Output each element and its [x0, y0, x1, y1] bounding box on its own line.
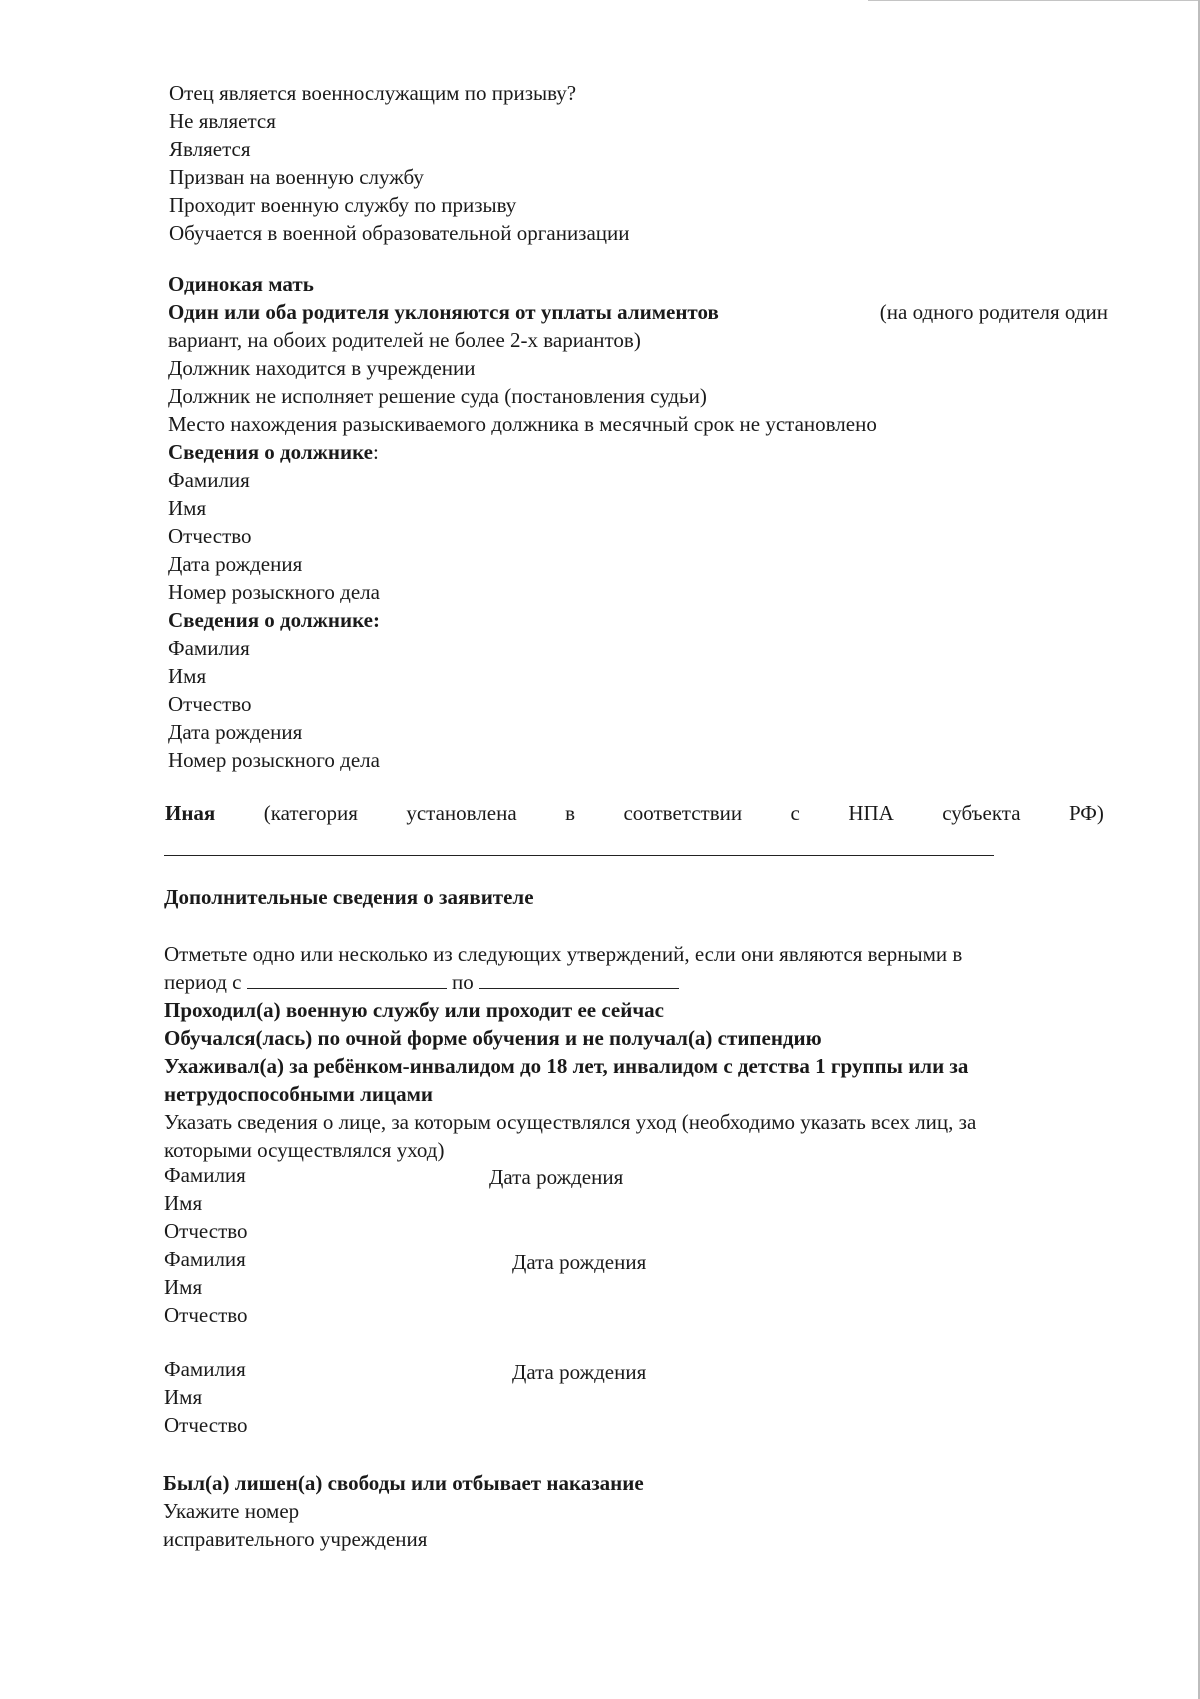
- alimony-option: Должник не исполняет решение суда (постановления судьи): [168, 384, 707, 408]
- person-patronymic: Отчество: [164, 1413, 248, 1437]
- statement-care-line1: Ухаживал(а) за ребёнком-инвалидом до 18 лет, инвалидом с детства 1 группы или за: [164, 1054, 969, 1078]
- other-category-word: установлена: [406, 801, 517, 825]
- soldier-option: Призван на военную службу: [169, 165, 424, 189]
- person-1-dob: Дата рождения: [489, 1165, 624, 1189]
- alimony-option: Должник находится в учреждении: [168, 356, 476, 380]
- period-to-field[interactable]: [479, 970, 679, 989]
- prison-section: [163, 1469, 644, 1553]
- debtor-2-heading: Сведения о должнике:: [168, 608, 380, 632]
- prison-line1: Укажите номер: [163, 1499, 300, 1523]
- person-surname: Фамилия: [164, 1357, 246, 1381]
- prison-heading: Был(а) лишен(а) свободы или отбывает наказание: [163, 1471, 644, 1495]
- person-surname: Фамилия: [164, 1247, 246, 1271]
- debtor-2-field: Имя: [168, 664, 207, 688]
- other-category-line: [165, 799, 1104, 827]
- care-note-line1: Указать сведения о лице, за которым осуществлялся уход (необходимо указать всех лиц, за: [164, 1110, 977, 1134]
- period-from-field[interactable]: [247, 970, 447, 989]
- soldier-option: Обучается в военной образовательной организации: [169, 221, 630, 245]
- debtor-2-field: Номер розыскного дела: [168, 748, 380, 772]
- other-category-label: Иная: [165, 801, 216, 825]
- debtor-2-field: Дата рождения: [168, 720, 303, 744]
- debtor-2-field: Фамилия: [168, 636, 250, 660]
- debtor-2-field: Отчество: [168, 692, 252, 716]
- other-category-fill-line: [164, 855, 994, 856]
- other-category-word: РФ): [1068, 801, 1104, 825]
- other-category-word: субъекта: [942, 801, 1021, 825]
- debtor-1-field: Дата рождения: [168, 552, 303, 576]
- debtor-1-heading: [168, 438, 1108, 466]
- person-surname: Фамилия: [164, 1163, 246, 1187]
- period-line: [164, 968, 1104, 996]
- additional-intro-line1: Отметьте одно или несколько из следующих утверждений, если они являются верными в: [164, 942, 963, 966]
- scan-edge-top: [868, 0, 1200, 1]
- period-to-label: по: [451, 970, 474, 994]
- soldier-option: Проходит военную службу по призыву: [169, 193, 517, 217]
- soldier-question: Отец является военнослужащим по призыву?: [169, 81, 577, 105]
- care-person-3: [164, 1355, 248, 1439]
- alimony-heading-bold: Один или оба родителя уклоняются от уплаты алиментов: [168, 300, 719, 324]
- single-mother-heading: Одинокая мать: [168, 272, 314, 296]
- soldier-option: Является: [169, 137, 251, 161]
- additional-heading: Дополнительные сведения о заявителе: [164, 885, 534, 909]
- debtor-1-field: Номер розыскного дела: [168, 580, 380, 604]
- debtor-1-field: Отчество: [168, 524, 252, 548]
- person-name: Имя: [164, 1275, 203, 1299]
- additional-section: [164, 940, 1104, 1164]
- statement-care-line2: нетрудоспособными лицами: [164, 1082, 433, 1106]
- person-3-dob: Дата рождения: [512, 1360, 647, 1384]
- statement-study: Обучался(лась) по очной форме обучения и не получал(а) стипендию: [164, 1026, 822, 1050]
- alimony-option: Место нахождения разыскиваемого должника в месячный срок не установлено: [168, 412, 877, 436]
- other-category-word: в: [565, 801, 575, 825]
- soldier-section: [169, 79, 630, 247]
- debtor-1-field: Имя: [168, 496, 207, 520]
- other-category-word: с: [790, 801, 800, 825]
- alimony-section: [168, 270, 1108, 774]
- person-2-dob: Дата рождения: [512, 1250, 647, 1274]
- alimony-heading: [168, 298, 1108, 326]
- prison-line2: исправительного учреждения: [163, 1527, 428, 1551]
- person-name: Имя: [164, 1191, 203, 1215]
- care-person-2: [164, 1245, 248, 1329]
- debtor-1-heading-bold: Сведения о должнике: [168, 440, 374, 464]
- other-category-word: НПА: [848, 801, 894, 825]
- care-note-line2: которыми осуществлялся уход): [164, 1138, 445, 1162]
- other-category-word: соответствии: [623, 801, 743, 825]
- statement-military: Проходил(а) военную службу или проходит ее сейчас: [164, 998, 664, 1022]
- alimony-heading-rest: (на одного родителя один: [879, 300, 1108, 324]
- debtor-1-field: Фамилия: [168, 468, 250, 492]
- person-patronymic: Отчество: [164, 1303, 248, 1327]
- soldier-option: Не является: [169, 109, 276, 133]
- alimony-heading-line2: вариант, на обоих родителей не более 2-х вариантов): [168, 328, 641, 352]
- other-category-word: (категория: [263, 801, 358, 825]
- person-name: Имя: [164, 1385, 203, 1409]
- care-person-1: [164, 1161, 248, 1245]
- debtor-1-heading-colon: :: [373, 440, 379, 464]
- person-patronymic: Отчество: [164, 1219, 248, 1243]
- period-label: период с: [164, 970, 242, 994]
